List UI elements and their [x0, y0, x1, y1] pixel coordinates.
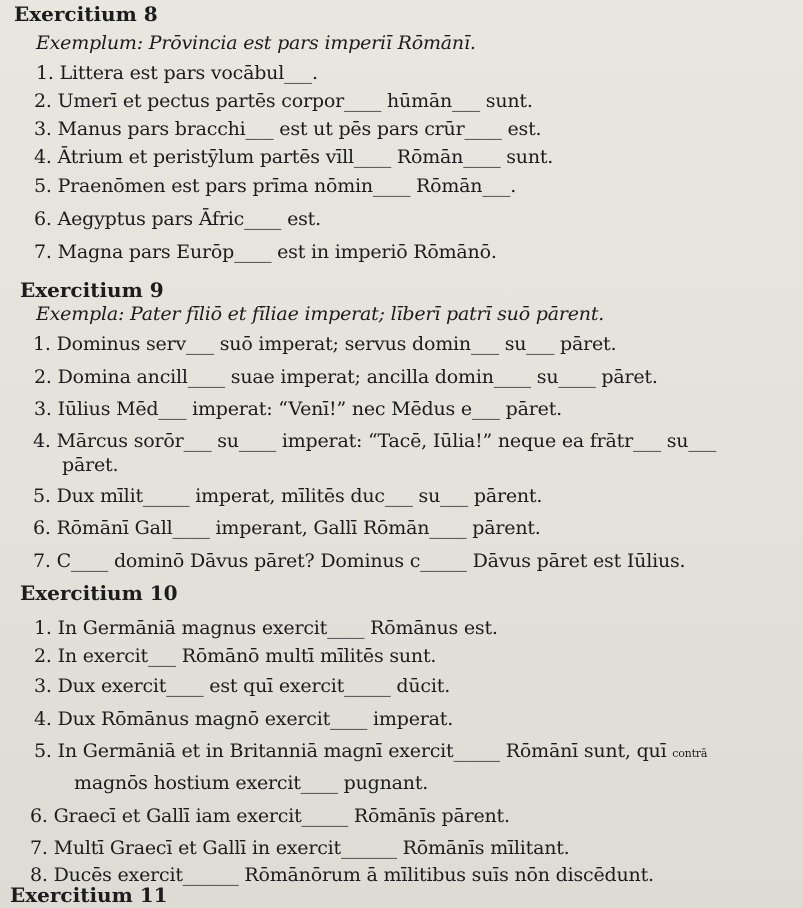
exercise-10-item-5-continued: magnōs hostium exercit____ pugnant. — [74, 772, 429, 794]
exercise-10-item-5 — [34, 740, 707, 765]
exercise-8-example: Exemplum: Prōvincia est pars imperiī Rōmānī. — [36, 32, 476, 54]
exercise-9-item-3: 3. Iūlius Mēd___ imperat: “Venī!” nec Mēdus e___ pāret. — [34, 398, 562, 420]
exercise-9-item-6: 6. Rōmānī Gall____ imperant, Gallī Rōmān____ pārent. — [33, 517, 541, 539]
exercise-9-item-1: 1. Dominus serv___ suō imperat; servus domin___ su___ pāret. — [33, 333, 617, 355]
exercise-9-item-2: 2. Domina ancill____ suae imperat; ancilla domin____ su____ pāret. — [34, 366, 658, 388]
exercise-8-item-4: 4. Ātrium et peristȳlum partēs vīll____ Rōmān____ sunt. — [34, 146, 554, 168]
exercise-10-heading: Exercitium 10 — [20, 581, 178, 605]
exercise-9-example: Exempla: Pater fīliō et fīliae imperat; līberī patrī suō pārent. — [36, 303, 605, 325]
exercise-10-item-5-text: 5. In Germāniā et in Britanniā magnī exercit_____ Rōmānī sunt, quī — [34, 740, 667, 762]
exercise-8-item-1: 1. Littera est pars vocābul___. — [36, 62, 318, 84]
exercise-9-heading: Exercitium 9 — [20, 278, 164, 302]
exercise-9-item-5: 5. Dux mīlit_____ imperat, mīlitēs duc___ su___ pārent. — [33, 485, 543, 507]
exercise-8-item-7: 7. Magna pars Eurōp____ est in imperiō Rōmānō. — [34, 241, 497, 263]
exercise-10-item-1: 1. In Germāniā magnus exercit____ Rōmānus est. — [34, 617, 498, 639]
exercise-8-item-5: 5. Praenōmen est pars prīma nōmin____ Rōmān___. — [34, 175, 517, 197]
exercise-10-item-2: 2. In exercit___ Rōmānō multī mīlitēs sunt. — [34, 645, 437, 667]
exercise-9-item-4: 4. Mārcus sorōr___ su____ imperat: “Tacē, Iūlia!” neque ea frātr___ su___ — [33, 430, 717, 452]
exercise-9-item-4-continued: pāret. — [62, 454, 119, 476]
exercise-8-item-3: 3. Manus pars bracchi___ est ut pēs pars crūr____ est. — [34, 118, 542, 140]
exercise-10-item-3: 3. Dux exercit____ est quī exercit_____ dūcit. — [34, 675, 451, 697]
exercise-10-item-4: 4. Dux Rōmānus magnō exercit____ imperat. — [34, 708, 454, 730]
exercise-10-item-7: 7. Multī Graecī et Gallī in exercit______ Rōmānīs mīlitant. — [30, 837, 570, 859]
exercise-11-heading: Exercitium 11 — [10, 883, 168, 907]
exercise-10-item-5-tail: contrā — [672, 747, 708, 760]
exercise-10-item-8: 8. Ducēs exercit______ Rōmānōrum ā mīlitibus suīs nōn discēdunt. — [30, 864, 654, 886]
exercise-8-item-2: 2. Umerī et pectus partēs corpor____ hūmān___ sunt. — [34, 90, 533, 112]
exercise-10-item-6: 6. Graecī et Gallī iam exercit_____ Rōmānīs pārent. — [30, 805, 510, 827]
exercise-8-heading: Exercitium 8 — [14, 2, 158, 26]
exercise-9-item-7: 7. C____ dominō Dāvus pāret? Dominus c_____ Dāvus pāret est Iūlius. — [33, 550, 686, 572]
exercise-8-item-6: 6. Aegyptus pars Āfric____ est. — [34, 208, 321, 230]
